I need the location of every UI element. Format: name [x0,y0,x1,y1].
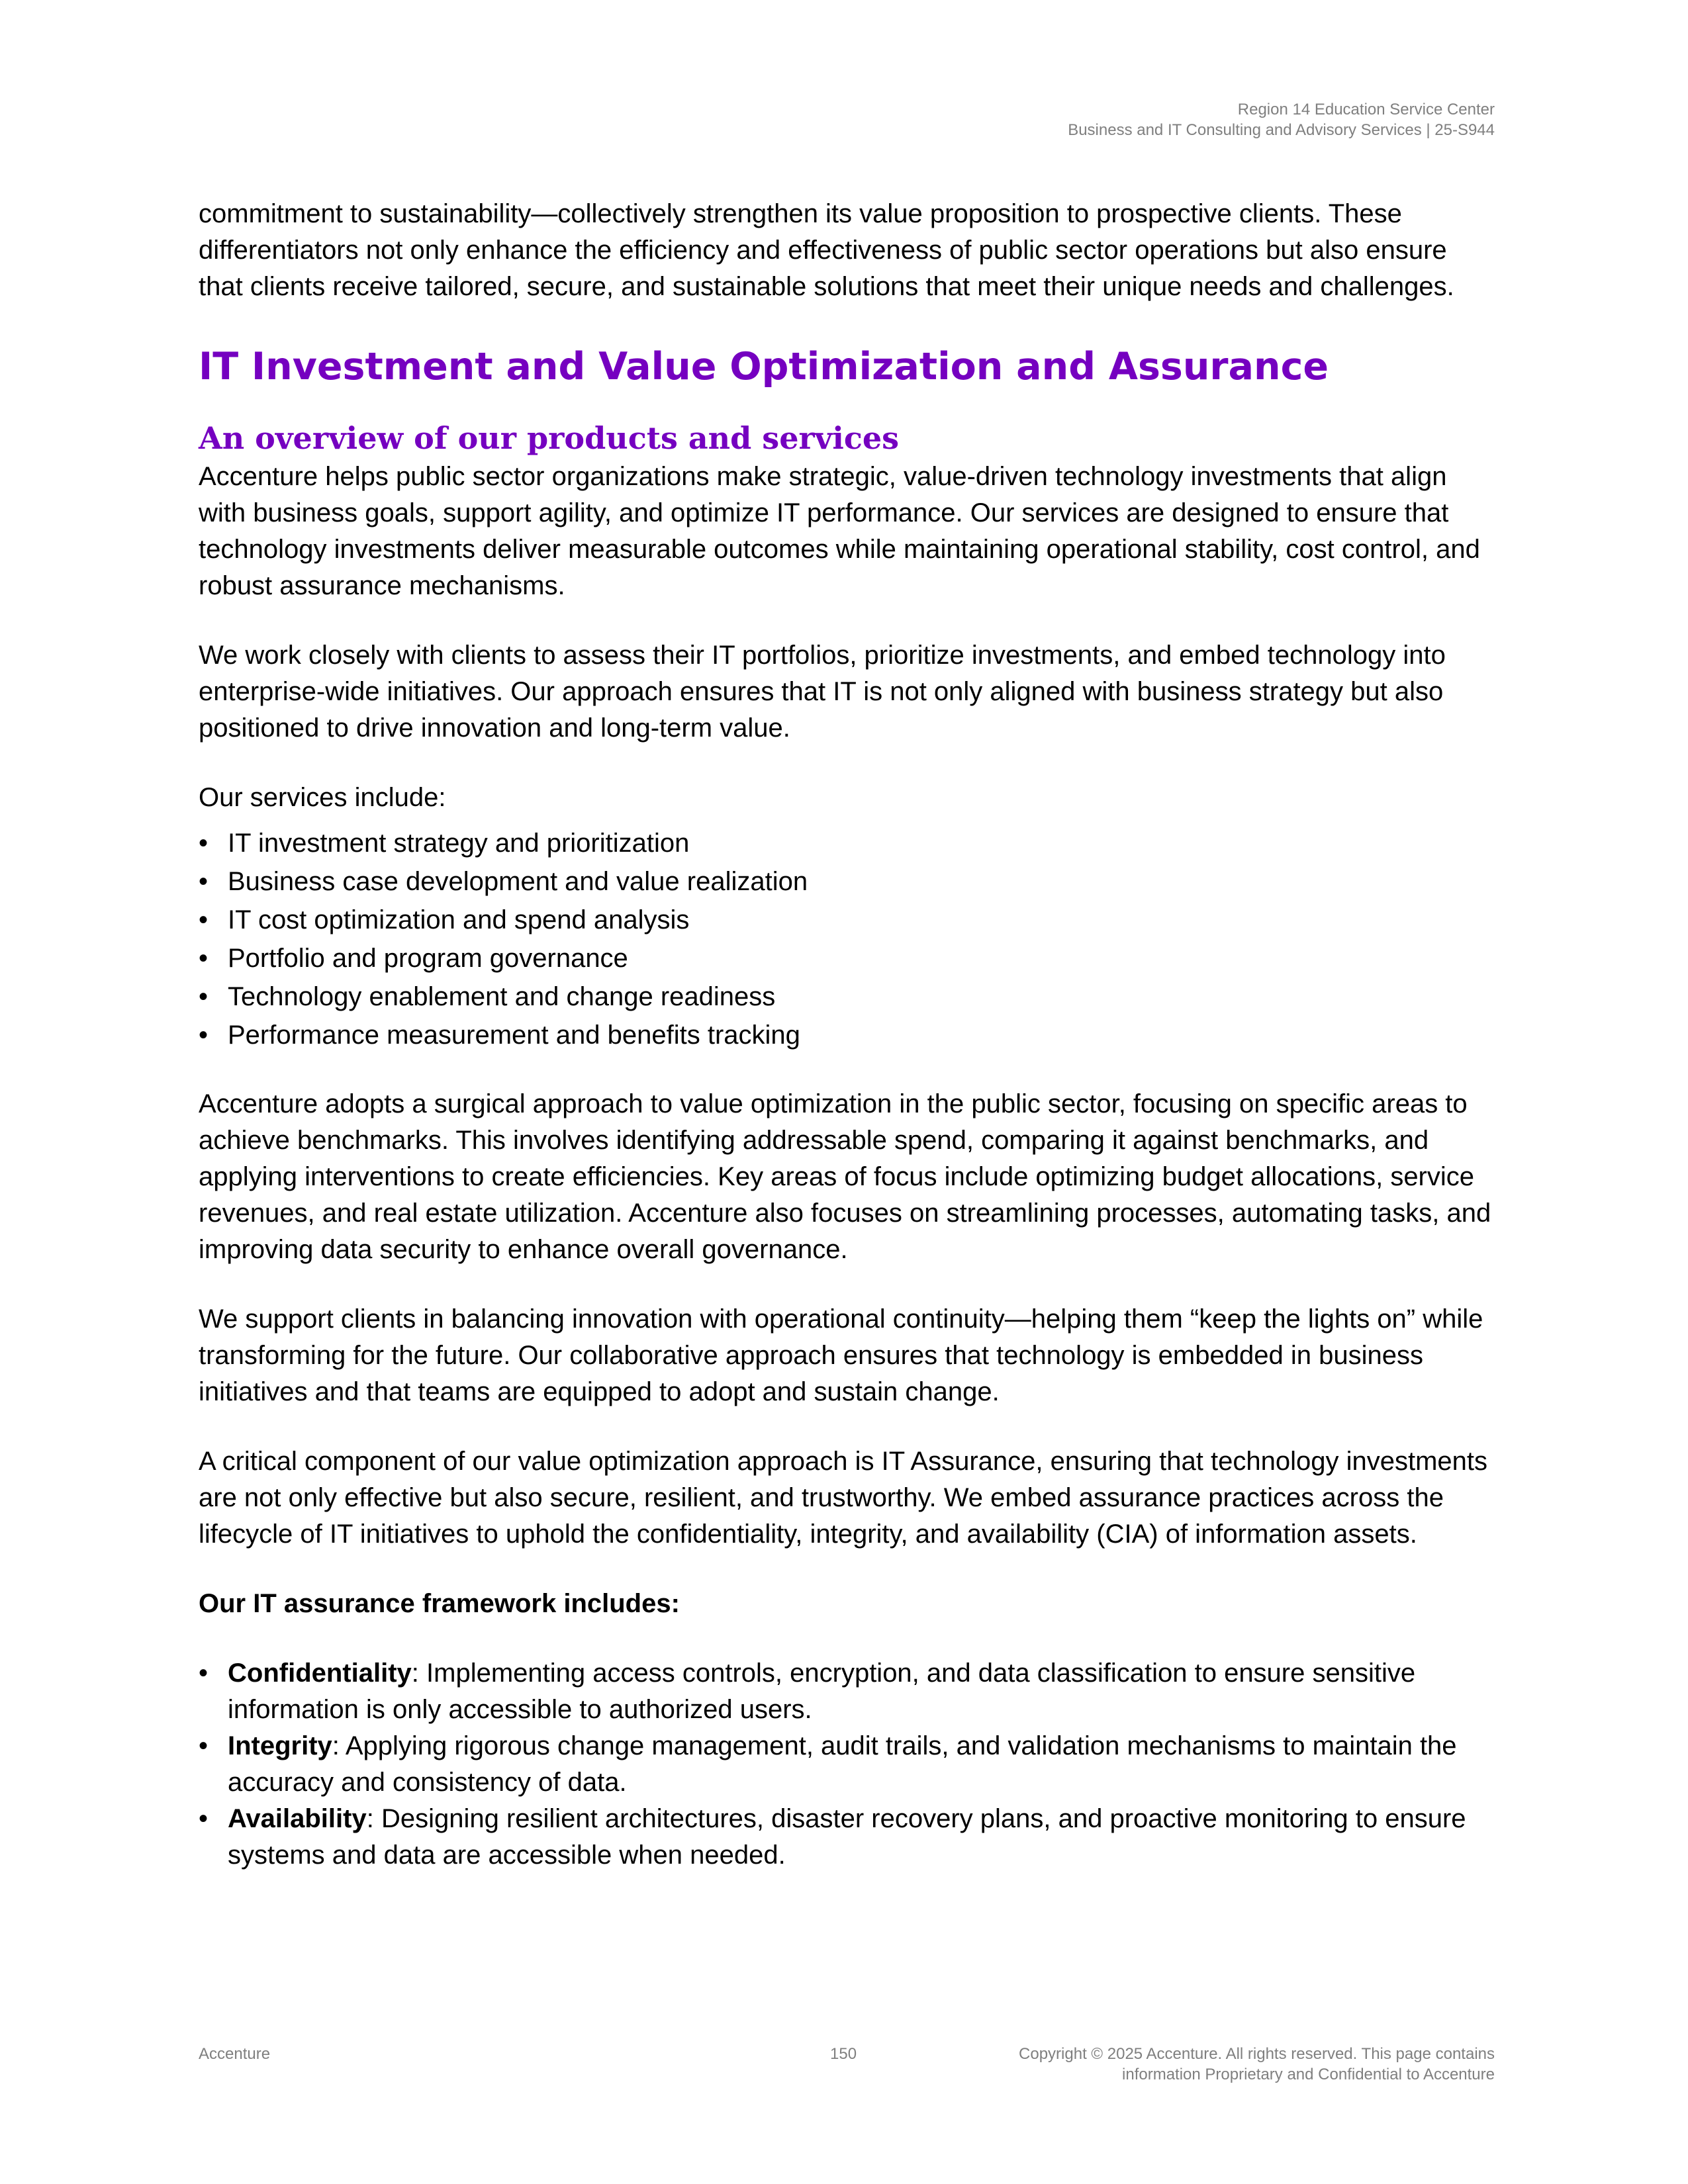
bullet-icon: • [199,944,209,973]
header-organization: Region 14 Education Service Center [1237,101,1495,118]
framework-text: : Applying rigorous change management, audit trails, and validation mechanisms to maintain the accuracy and consistency of data. [228,1731,1457,1797]
bullet-icon: • [199,905,209,934]
bullet-icon: • [199,1021,209,1050]
list-item [199,1016,1496,1054]
footer-copyright [1019,2044,1495,2085]
list-item-text: Performance measurement and benefits tracking [228,1021,800,1050]
copyright-line: Copyright © 2025 Accenture. All rights reserved. This page contains [1019,2045,1495,2063]
framework-term: Confidentiality [228,1659,412,1688]
confidentiality-line: information Proprietary and Confidential to Accenture [1122,2066,1495,2083]
framework-list [199,1655,1496,1874]
list-item [199,824,1496,862]
intro-paragraph: commitment to sustainability—collectively strengthen its value proposition to prospective clients. These differentiators not only enhance the efficiency and effectiveness of public sector operations but also ensure that clients receive tailored, secure, and sustainable solutions that meet their unique needs and challenges. [199,199,1454,301]
page-header [1068,99,1495,140]
document-body [199,196,1496,1905]
page-number: 150 [830,2045,857,2063]
list-item-text: Technology enablement and change readiness [228,982,776,1011]
list-item-text: Portfolio and program governance [228,944,628,973]
section-title: IT Investment and Value Optimization and Assurance [199,345,1329,388]
services-intro: Our services include: [199,783,446,812]
it-assurance-paragraph: A critical component of our value optimization approach is IT Assurance, ensuring that technology investments are not only effective but also secure, resilient, and trustworthy. We embed assurance practices across the lifecycle of IT initiatives to uphold the confidentiality, integrity, and availability (CIA) of information assets. [199,1447,1487,1549]
subsection-title: An overview of our products and services [199,420,900,456]
list-item [199,1655,1496,1728]
header-project: Business and IT Consulting and Advisory Services | 25-S944 [1068,121,1495,139]
framework-term: Integrity [228,1731,332,1760]
bullet-icon: • [199,1804,209,1833]
list-item-text: IT cost optimization and spend analysis [228,905,690,934]
framework-text: : Designing resilient architectures, disaster recovery plans, and proactive monitoring to ensure systems and data are accessible when needed. [228,1804,1466,1870]
bullet-icon: • [199,1731,209,1760]
list-item [199,1801,1496,1874]
services-list [199,824,1496,1054]
overview-paragraph: Accenture helps public sector organizations make strategic, value-driven technology investments that align with business goals, support agility, and optimize IT performance. Our services are designed to ensure that technology investments deliver measurable outcomes while maintaining operational stability, cost control, and robust assurance mechanisms. [199,462,1480,600]
approach-paragraph: We work closely with clients to assess their IT portfolios, prioritize investments, and embed technology into enterprise-wide initiatives. Our approach ensures that IT is not only aligned with business strategy but also positioned to drive innovation and long-term value. [199,641,1446,743]
footer-company: Accenture [199,2045,271,2063]
list-item [199,901,1496,939]
list-item-text: IT investment strategy and prioritization [228,829,690,858]
framework-text: : Implementing access controls, encryption, and data classification to ensure sensitive information is only accessible to authorized users. [228,1659,1416,1724]
surgical-approach-paragraph: Accenture adopts a surgical approach to value optimization in the public sector, focusing on specific areas to achieve benchmarks. This involves identifying addressable spend, comparing it against benchmarks, and applying interventions to create efficiencies. Key areas of focus include optimizing budget allocations, service revenues, and real estate utilization. Accenture also focuses on streamlining processes, automating tasks, and improving data security to enhance overall governance. [199,1089,1491,1264]
bullet-icon: • [199,829,209,858]
list-item [199,978,1496,1016]
list-item [199,1728,1496,1801]
bullet-icon: • [199,1659,209,1688]
bullet-icon: • [199,867,209,896]
list-item-text: Business case development and value realization [228,867,808,896]
bullet-icon: • [199,982,209,1011]
framework-heading: Our IT assurance framework includes: [199,1589,680,1618]
list-item [199,939,1496,978]
list-item [199,862,1496,901]
continuity-paragraph: We support clients in balancing innovation with operational continuity—helping them “keep the lights on” while transforming for the future. Our collaborative approach ensures that technology is embedded in business initiatives and that teams are equipped to adopt and sustain change. [199,1304,1483,1406]
framework-term: Availability [228,1804,367,1833]
